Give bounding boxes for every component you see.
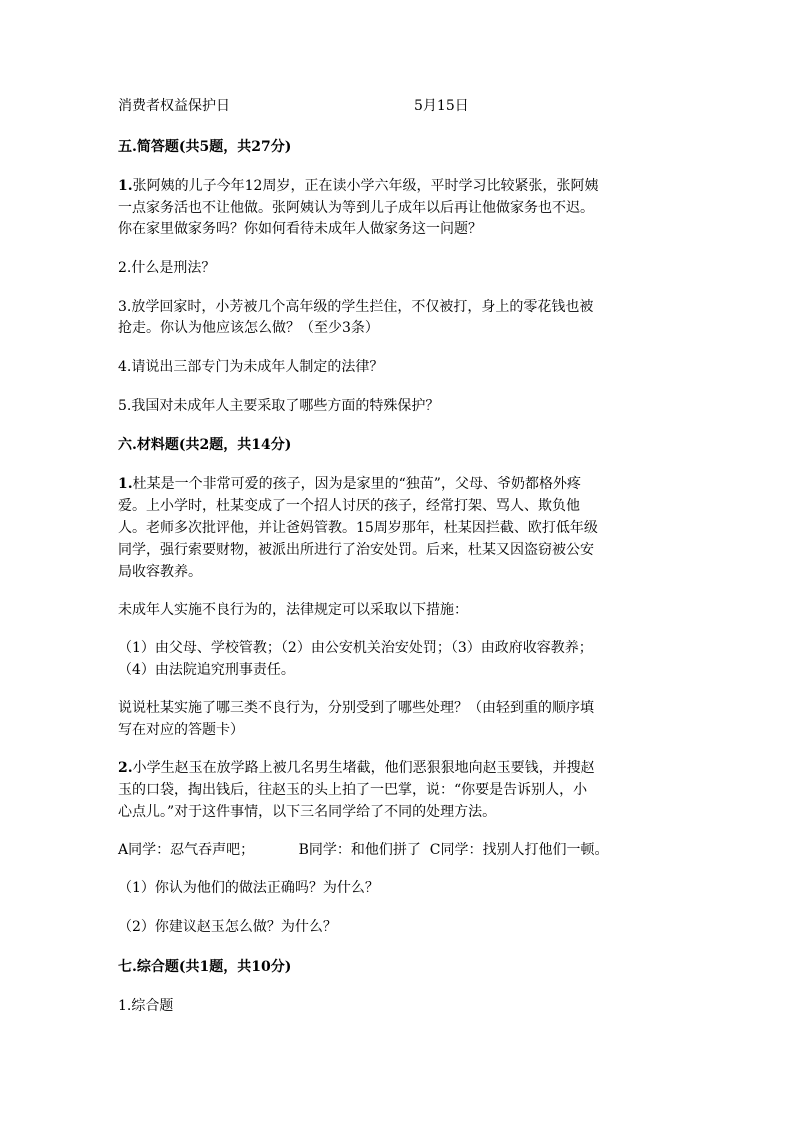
s6-q2-line3: 心点儿。”对于这件事情，以下三名同学给了不同的处理方法。 — [118, 804, 497, 820]
s6-q2-line2: 玉的口袋，掏出钱后，往赵玉的头上拍了一巴掌，说：“你要是告诉别人，小 — [118, 782, 588, 798]
s5-q4: 4.请说出三部专门为未成年人制定的法律？ — [118, 359, 384, 375]
s6-q1-ask-line1: 说说杜某实施了哪三类不良行为，分别受到了哪些处理？（由轻到重的顺序填 — [118, 700, 594, 716]
s6-q1-line4: 同学，强行索要财物，被派出所进行了治安处罚。后来，杜某又因盗窃被公安 — [118, 542, 594, 558]
s6-q2-options: A同学：忍气吞声吧； B同学：和他们拼了 C同学：找别人打他们一顿。 — [118, 842, 609, 858]
s6-q1-measures-line2: （4）由法院追究刑事责任。 — [118, 662, 295, 678]
s5-q3-line1: 3.放学回家时，小芳被几个高年级的学生拦住，不仅被打，身上的零花钱也被 — [118, 299, 594, 315]
s5-q2: 2.什么是刑法？ — [118, 260, 216, 276]
s5-q3-line2: 抢走。你认为他应该怎么做？（至少3条） — [118, 320, 379, 336]
s6-q1-measures-line1: （1）由父母、学校管教；（2）由公安机关治安处罚；（3）由政府收容教养； — [118, 640, 593, 656]
s5-q1-number: 1. — [118, 178, 133, 194]
s6-q1-line2: 爱。上小学时，杜某变成了一个招人讨厌的孩子，经常打架、骂人、欺负他 — [118, 498, 580, 514]
top-row-right: 5月15日 — [414, 98, 469, 114]
s6-q1-line1: 1.杜某是一个非常可爱的孩子，因为是家里的“独苗”，父母、爷奶都格外疼 — [118, 476, 581, 492]
s6-q1-law-intro: 未成年人实施不良行为的，法律规定可以采取以下措施： — [118, 602, 468, 618]
s6-q2-number: 2. — [118, 760, 133, 776]
section-7-title: 七.综合题(共1题，共10分) — [118, 959, 292, 975]
s6-q2-sub1: （1）你认为他们的做法正确吗？为什么？ — [118, 880, 379, 896]
s6-q2-sub2: （2）你建议赵玉怎么做？为什么？ — [118, 919, 337, 935]
s6-q1-ask-line2: 写在对应的答题卡） — [118, 722, 244, 738]
s5-q1-line1: 1.张阿姨的儿子今年12周岁，正在读小学六年级，平时学习比较紧张，张阿姨 — [118, 178, 599, 194]
s6-q1-line5: 局收容教养。 — [118, 564, 202, 580]
section-5-title: 五.简答题(共5题，共27分) — [118, 139, 292, 155]
top-row-left: 消费者权益保护日 — [118, 98, 230, 114]
s7-q1: 1.综合题 — [118, 998, 174, 1014]
section-6-title: 六.材料题(共2题，共14分) — [118, 437, 292, 453]
s6-q1-line3: 人。老师多次批评他，并让爸妈管教。15周岁那年，杜某因拦截、欧打低年级 — [118, 520, 598, 536]
s5-q1-line3: 你在家里做家务吗？你如何看待未成年人做家务这一问题？ — [118, 221, 482, 237]
s5-q5: 5.我国对未成年人主要采取了哪些方面的特殊保护？ — [118, 398, 440, 414]
s6-q1-number: 1. — [118, 476, 133, 492]
s5-q1-line2: 一点家务活也不让他做。张阿姨认为等到儿子成年以后再让他做家务也不迟。 — [118, 200, 594, 216]
s6-q2-line1: 2.小学生赵玉在放学路上被几名男生堵截，他们恶狠狠地向赵玉要钱，并搜赵 — [118, 760, 595, 776]
